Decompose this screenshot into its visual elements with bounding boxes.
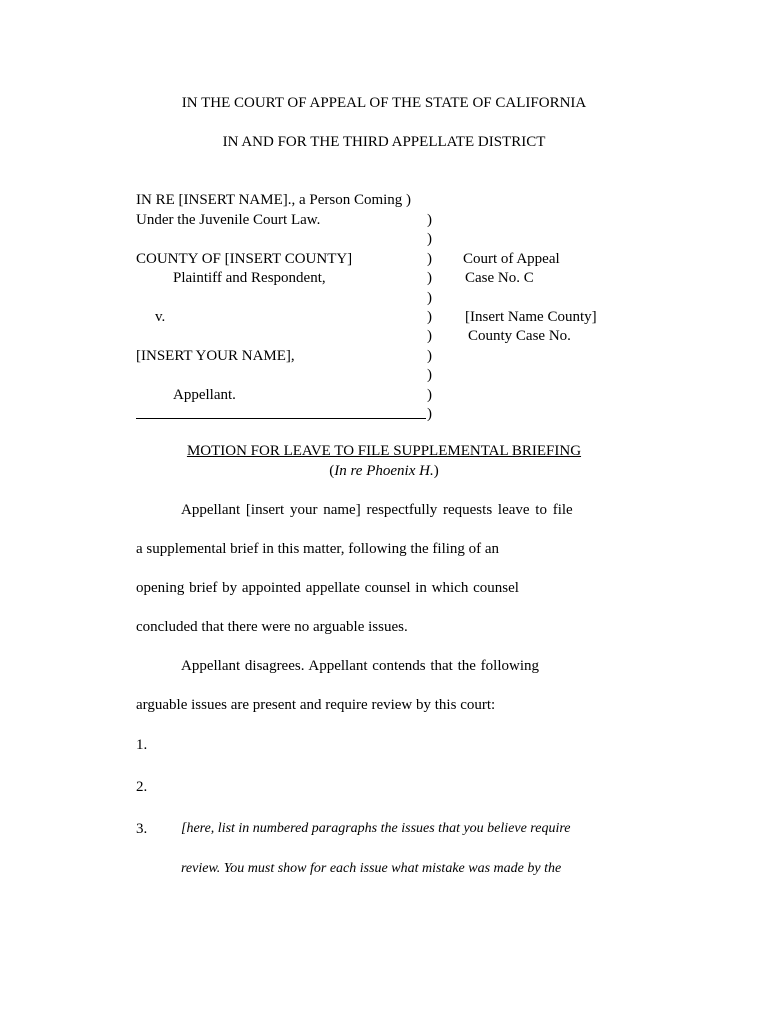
county-case-number-label: County Case No.	[468, 328, 571, 344]
caption-versus: v.	[155, 309, 166, 325]
caption-rule	[136, 418, 426, 419]
body-p1-line4: concluded that there were no arguable issues.	[136, 619, 408, 635]
caption-paren: )	[427, 212, 432, 228]
list-item-number: 2.	[136, 779, 148, 795]
list-item-number: 1.	[136, 737, 148, 753]
caption-paren: )	[427, 328, 432, 344]
court-of-appeal-label: Court of Appeal	[463, 251, 560, 267]
list-item-number: 3.	[136, 821, 148, 837]
body-p2-line1: Appellant disagrees. Appellant contends that the following	[181, 658, 540, 674]
caption-paren: )	[427, 367, 432, 383]
caption-re-line2: Under the Juvenile Court Law.	[136, 212, 321, 228]
caption-your-name: [INSERT YOUR NAME],	[136, 348, 295, 364]
caption-county: COUNTY OF [INSERT COUNTY]	[136, 251, 353, 267]
motion-subtitle: (In re Phoenix H.)	[329, 463, 439, 479]
caption-paren: )	[427, 387, 432, 403]
caption-paren: )	[427, 270, 432, 286]
caption-re-line1: IN RE [INSERT NAME]., a Person Coming )	[136, 192, 412, 208]
caption-paren: )	[427, 251, 432, 267]
court-heading-line1: IN THE COURT OF APPEAL OF THE STATE OF CALIFORNIA	[181, 95, 587, 111]
body-p1-line2: a supplemental brief in this matter, following the filing of an	[136, 541, 500, 557]
court-heading-line2: IN AND FOR THE THIRD APPELLATE DISTRICT	[222, 134, 546, 150]
case-number-label: Case No. C	[465, 270, 534, 286]
list-item-3-line1: [here, list in numbered paragraphs the issues that you believe require	[181, 821, 571, 836]
caption-paren: )	[427, 290, 432, 306]
insert-county-label: [Insert Name County]	[465, 309, 597, 325]
caption-appellant: Appellant.	[173, 387, 236, 403]
motion-title: MOTION FOR LEAVE TO FILE SUPPLEMENTAL BRIEFING	[186, 443, 582, 459]
body-p1-line1: Appellant [insert your name] respectfully requests leave to file	[181, 502, 573, 518]
body-p1-line3: opening brief by appointed appellate counsel in which counsel	[136, 580, 519, 596]
caption-paren: )	[427, 348, 432, 364]
caption-paren: )	[427, 309, 432, 325]
caption-paren: )	[427, 231, 432, 247]
caption-paren: )	[427, 406, 432, 422]
body-p2-line2: arguable issues are present and require review by this court:	[136, 697, 496, 713]
list-item-3-line2: review. You must show for each issue what mistake was made by the	[181, 861, 562, 876]
caption-respondent: Plaintiff and Respondent,	[173, 270, 326, 286]
